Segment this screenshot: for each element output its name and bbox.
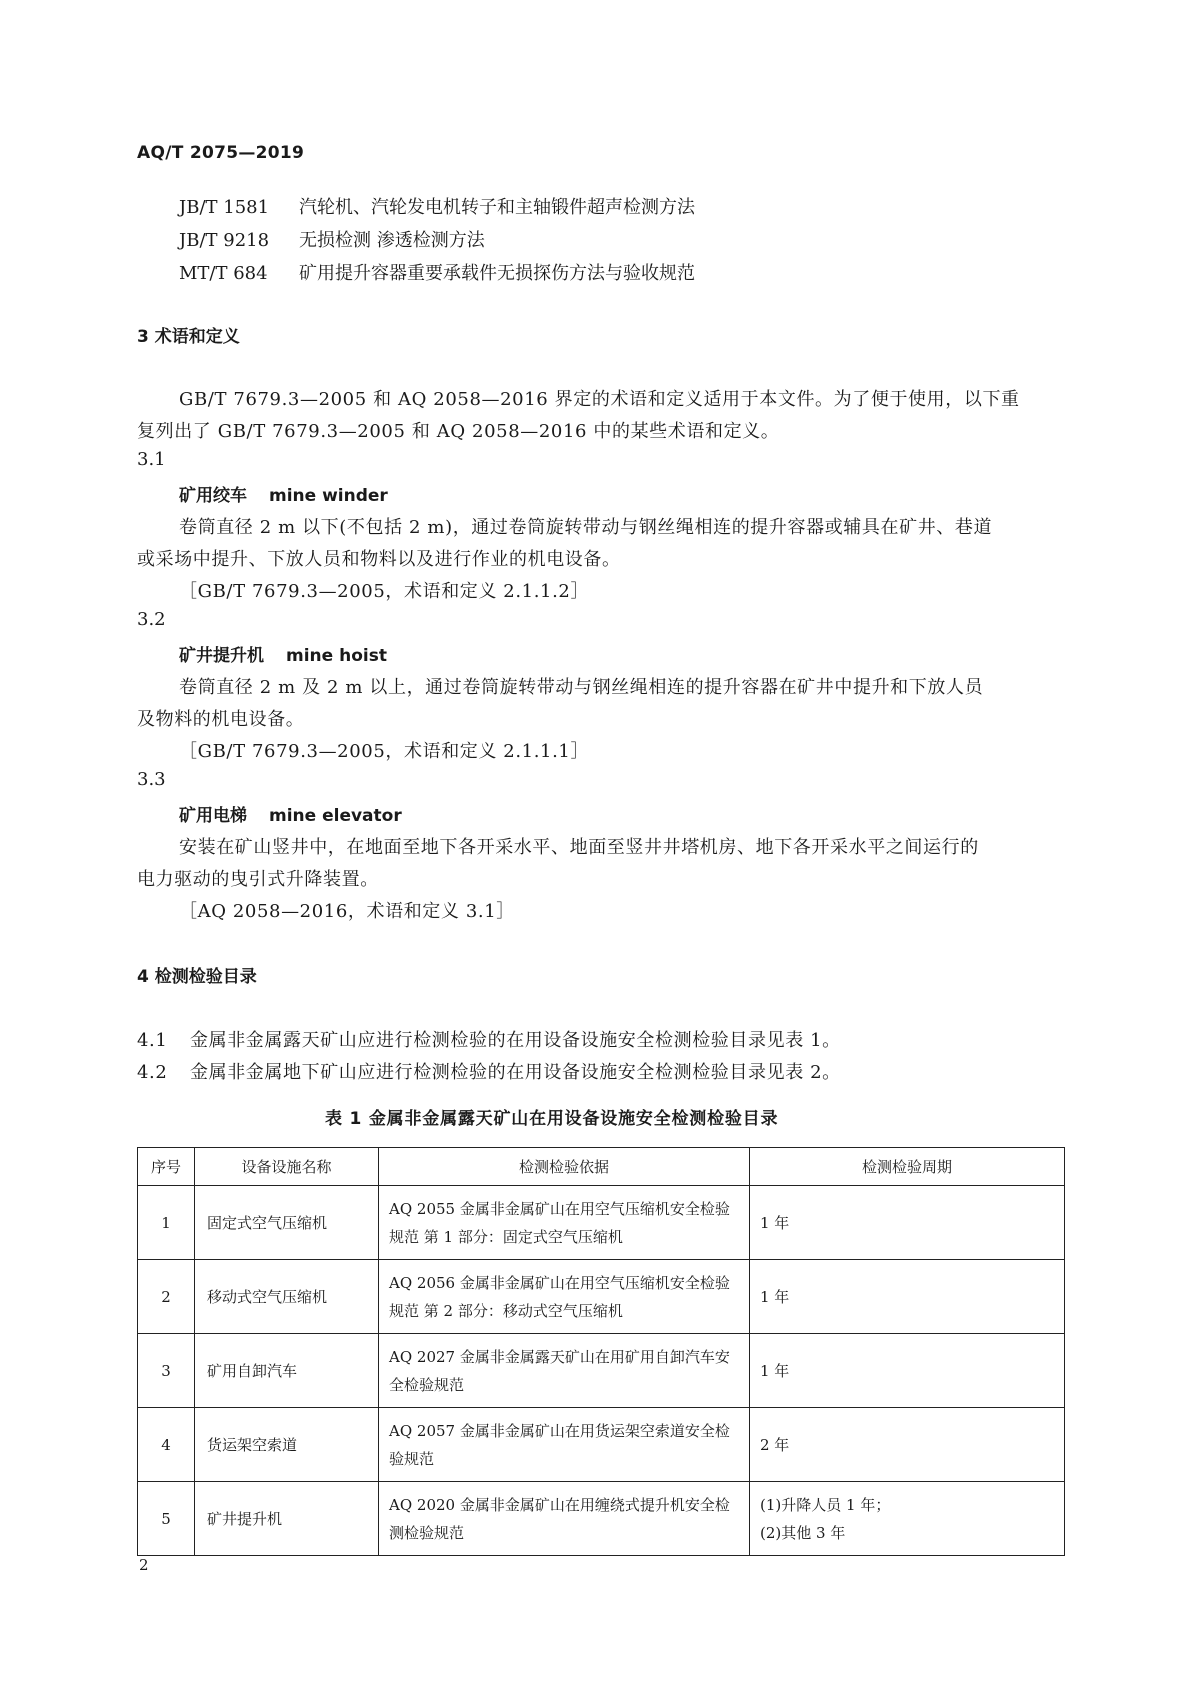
clause-number: 4.2 (137, 1062, 168, 1083)
inspection-cycle (750, 1260, 1065, 1334)
inspection-basis: AQ 2055 金属非金属矿山在用空气压缩机安全检验规范 第 1 部分：固定式空气压缩机 (379, 1186, 750, 1260)
reference-title: 矿用提升容器重要承载件无损探伤方法与验收规范 (299, 263, 695, 284)
cycle-line: (1)升降人员 1 年； (760, 1495, 891, 1514)
section-heading-terms: 3 术语和定义 (137, 327, 240, 347)
standard-code: AQ/T 2075—2019 (137, 143, 305, 163)
term-definition-line: 卷筒直径 2 m 及 2 m 以上，通过卷筒旋转带动与钢丝绳相连的提升容器在矿井中提升和下放人员 (179, 677, 984, 698)
term-zh: 矿井提升机 (179, 646, 264, 666)
reference-item (179, 259, 695, 285)
column-header: 设备设施名称 (195, 1148, 379, 1186)
clause-number: 4.1 (137, 1030, 168, 1051)
inspection-cycle (750, 1408, 1065, 1482)
table-caption: 表 1 金属非金属露天矿山在用设备设施安全检测检验目录 (325, 1109, 779, 1129)
term-number: 3.1 (137, 449, 166, 470)
term-source: ［GB/T 7679.3—2005，术语和定义 2.1.1.1］ (179, 741, 590, 762)
cycle-line: 1 年 (760, 1213, 790, 1232)
inspection-basis: AQ 2056 金属非金属矿山在用空气压缩机安全检验规范 第 2 部分：移动式空气压缩机 (379, 1260, 750, 1334)
term-number: 3.3 (137, 769, 166, 790)
clause-item (137, 1026, 841, 1052)
row-index: 3 (138, 1334, 195, 1408)
cycle-line: 1 年 (760, 1287, 790, 1306)
column-header: 序号 (138, 1148, 195, 1186)
column-header: 检测检验依据 (379, 1148, 750, 1186)
cycle-line: (2)其他 3 年 (760, 1523, 846, 1542)
term-en: mine winder (269, 486, 388, 506)
term-definition-line: 电力驱动的曳引式升降装置。 (137, 869, 379, 890)
term-source: ［AQ 2058—2016，术语和定义 3.1］ (179, 901, 515, 922)
inspection-basis: AQ 2057 金属非金属矿山在用货运架空索道安全检验规范 (379, 1408, 750, 1482)
reference-item (179, 193, 695, 219)
page-number: 2 (139, 1556, 149, 1574)
term-en: mine elevator (269, 806, 402, 826)
cycle-line: 2 年 (760, 1435, 790, 1454)
table-row (138, 1260, 1065, 1334)
term-title (179, 481, 388, 506)
reference-title: 汽轮机、汽轮发电机转子和主轴锻件超声检测方法 (299, 197, 695, 218)
inspection-catalog-table (137, 1147, 1065, 1556)
inspection-cycle (750, 1334, 1065, 1408)
section-intro-line: 复列出了 GB/T 7679.3—2005 和 AQ 2058—2016 中的某些术语和定义。 (137, 421, 780, 442)
term-title (179, 801, 402, 826)
reference-code: JB/T 9218 (179, 230, 270, 251)
row-index: 4 (138, 1408, 195, 1482)
clause-text: 金属非金属地下矿山应进行检测检验的在用设备设施安全检测检验目录见表 2。 (190, 1062, 841, 1083)
table-header-row (138, 1148, 1065, 1186)
row-index: 2 (138, 1260, 195, 1334)
equipment-name: 货运架空索道 (195, 1408, 379, 1482)
row-index: 5 (138, 1482, 195, 1556)
clause-text: 金属非金属露天矿山应进行检测检验的在用设备设施安全检测检验目录见表 1。 (190, 1030, 841, 1051)
reference-title: 无损检测 渗透检测方法 (299, 230, 485, 251)
cycle-line: 1 年 (760, 1361, 790, 1380)
term-definition-line: 及物料的机电设备。 (137, 709, 305, 730)
term-definition-line: 或采场中提升、下放人员和物料以及进行作业的机电设备。 (137, 549, 621, 570)
reference-item (179, 226, 485, 252)
reference-code: MT/T 684 (179, 263, 268, 284)
inspection-basis: AQ 2027 金属非金属露天矿山在用矿用自卸汽车安全检验规范 (379, 1334, 750, 1408)
term-zh: 矿用绞车 (179, 486, 247, 506)
term-number: 3.2 (137, 609, 166, 630)
equipment-name: 矿井提升机 (195, 1482, 379, 1556)
term-en: mine hoist (286, 646, 387, 666)
row-index: 1 (138, 1186, 195, 1260)
term-title (179, 641, 387, 666)
term-definition-line: 卷筒直径 2 m 以下(不包括 2 m)，通过卷筒旋转带动与钢丝绳相连的提升容器或辅具在矿井、巷道 (179, 517, 993, 538)
term-source: ［GB/T 7679.3—2005，术语和定义 2.1.1.2］ (179, 581, 590, 602)
table-row (138, 1334, 1065, 1408)
table-row (138, 1482, 1065, 1556)
inspection-basis: AQ 2020 金属非金属矿山在用缠绕式提升机安全检测检验规范 (379, 1482, 750, 1556)
equipment-name: 固定式空气压缩机 (195, 1186, 379, 1260)
table-row (138, 1408, 1065, 1482)
table-row (138, 1186, 1065, 1260)
inspection-cycle (750, 1482, 1065, 1556)
section-heading-catalog: 4 检测检验目录 (137, 967, 257, 987)
clause-item (137, 1058, 841, 1084)
term-definition-line: 安装在矿山竖井中，在地面至地下各开采水平、地面至竖井井塔机房、地下各开采水平之间运行的 (179, 837, 979, 858)
equipment-name: 移动式空气压缩机 (195, 1260, 379, 1334)
term-zh: 矿用电梯 (179, 806, 247, 826)
section-intro-line: GB/T 7679.3—2005 和 AQ 2058—2016 界定的术语和定义适用于本文件。为了便于使用，以下重 (179, 389, 1020, 410)
equipment-name: 矿用自卸汽车 (195, 1334, 379, 1408)
inspection-cycle (750, 1186, 1065, 1260)
column-header: 检测检验周期 (750, 1148, 1065, 1186)
reference-code: JB/T 1581 (179, 197, 270, 218)
